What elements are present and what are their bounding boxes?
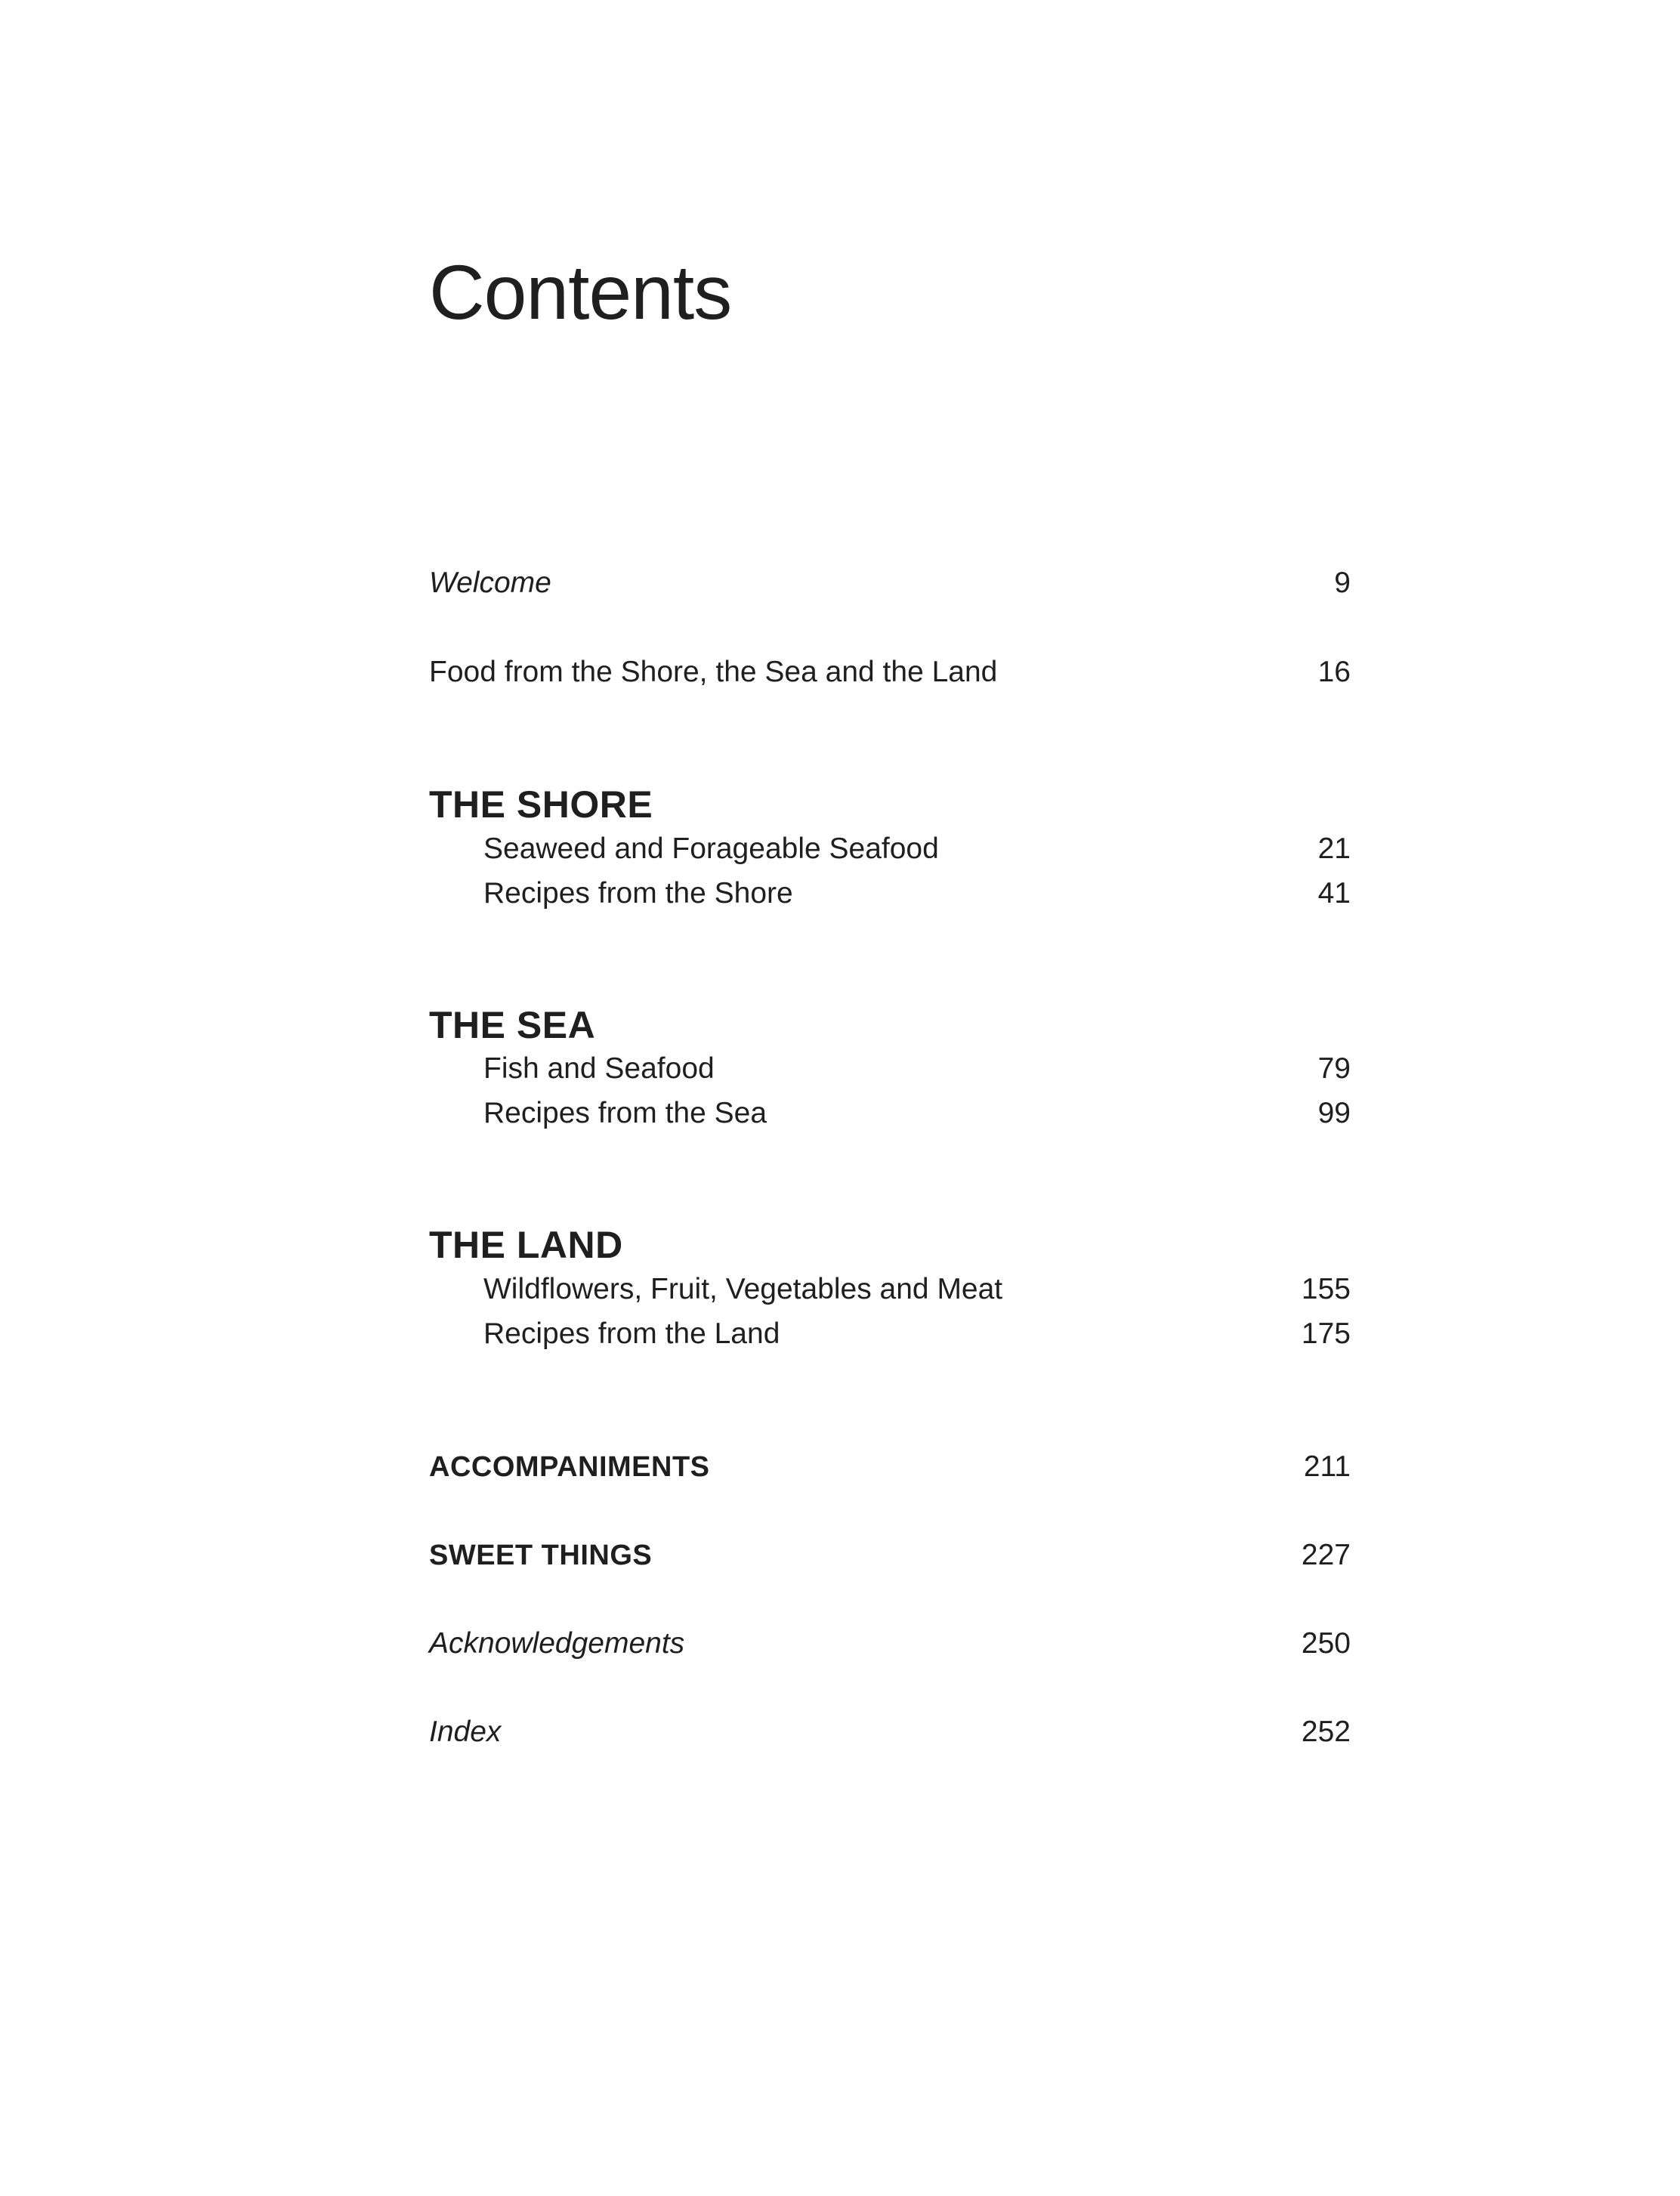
toc-page-number: 211 — [1303, 1450, 1351, 1483]
section-heading-the-shore: THE SHORE — [429, 783, 653, 826]
toc-entry-label: Wildflowers, Fruit, Vegetables and Meat — [483, 1273, 1003, 1305]
toc-page-number: 99 — [1317, 1097, 1351, 1129]
toc-page-number: 155 — [1301, 1273, 1351, 1305]
section-heading-the-land: THE LAND — [429, 1224, 623, 1266]
toc-entry-label: Index — [429, 1716, 502, 1748]
toc-entry-recipes-shore[interactable] — [483, 879, 1351, 908]
toc-entry-index[interactable] — [429, 1717, 1351, 1747]
toc-entry-label: SWEET THINGS — [429, 1540, 653, 1571]
toc-entry-sweet-things[interactable] — [429, 1540, 1351, 1570]
toc-entry-recipes-land[interactable] — [483, 1319, 1351, 1348]
toc-page-number: 16 — [1317, 656, 1351, 688]
toc-page-number: 41 — [1317, 877, 1351, 910]
toc-entry-recipes-sea[interactable] — [483, 1098, 1351, 1128]
toc-entry-label: Fish and Seafood — [483, 1052, 715, 1085]
toc-page-number: 9 — [1334, 567, 1351, 599]
toc-entry-label: Recipes from the Land — [483, 1317, 780, 1350]
toc-page-number: 250 — [1301, 1627, 1351, 1660]
toc-page-number: 79 — [1317, 1052, 1351, 1085]
toc-page-number: 252 — [1301, 1716, 1351, 1748]
toc-entry-label: Welcome — [429, 567, 551, 599]
toc-entry-fish-seafood[interactable] — [483, 1054, 1351, 1083]
page-title: Contents — [429, 249, 732, 335]
section-heading-the-sea: THE SEA — [429, 1004, 596, 1046]
toc-entry-food-from-shore-sea-land[interactable] — [429, 657, 1351, 687]
toc-page-number: 21 — [1317, 832, 1351, 865]
toc-entry-acknowledgements[interactable] — [429, 1629, 1351, 1658]
toc-entry-accompaniments[interactable] — [429, 1452, 1351, 1481]
toc-entry-label: Seaweed and Forageable Seafood — [483, 832, 939, 865]
toc-entry-label: Food from the Shore, the Sea and the Land — [429, 656, 998, 688]
toc-entry-welcome[interactable] — [429, 568, 1351, 598]
toc-entry-label: Recipes from the Shore — [483, 877, 793, 910]
toc-entry-label: ACCOMPANIMENTS — [429, 1451, 710, 1483]
toc-entry-wildflowers[interactable] — [483, 1274, 1351, 1304]
toc-entry-label: Acknowledgements — [429, 1627, 685, 1660]
toc-entry-seaweed[interactable] — [483, 834, 1351, 863]
toc-page-number: 175 — [1301, 1317, 1351, 1350]
toc-page-number: 227 — [1301, 1539, 1351, 1571]
toc-entry-label: Recipes from the Sea — [483, 1097, 767, 1129]
